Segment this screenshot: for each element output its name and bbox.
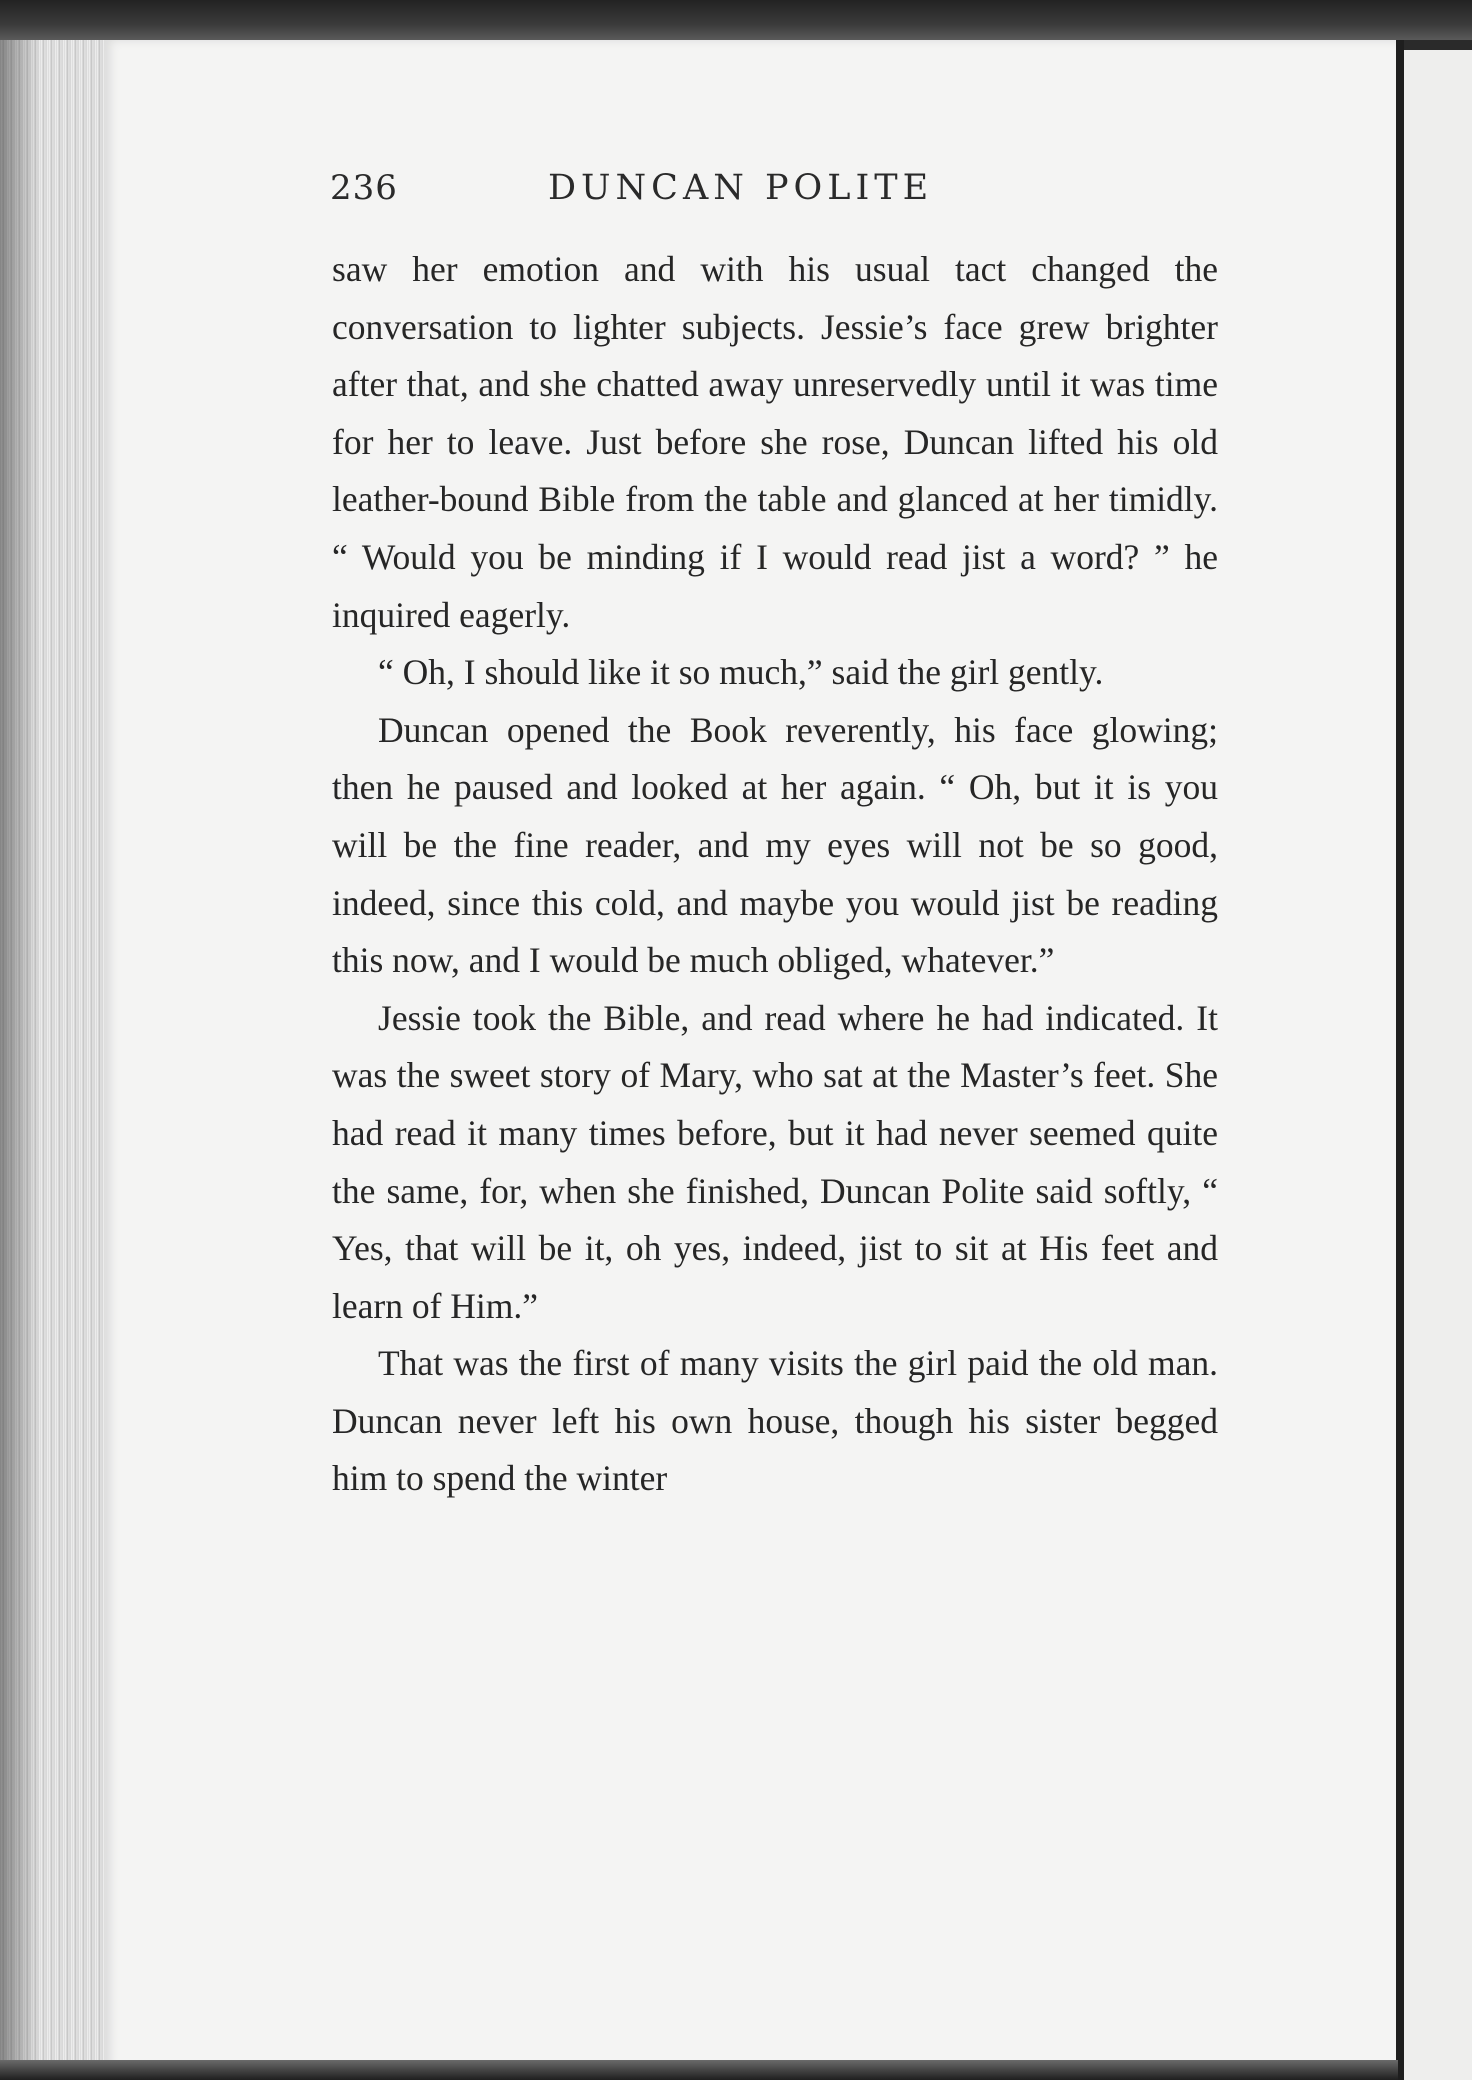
running-title: DUNCAN POLITE bbox=[548, 168, 934, 208]
paragraph: That was the first of many visits the girl paid the old man. Duncan never left his own house, though his sister begged him to spend the winter bbox=[332, 1343, 1218, 1499]
page-gutter-shadow bbox=[1396, 40, 1404, 2080]
page-header bbox=[330, 168, 1220, 224]
adjacent-page-edge bbox=[1404, 50, 1472, 2080]
paragraph: Jessie took the Bible, and read where he had indicated. It was the sweet story of Mary, who sat at the Master’s feet. She had read it many times before, but it had never seemed quite the same, for, when she finished, Duncan Polite said softly, “ Yes, that will be it, oh yes, indeed, jist to sit at His feet and learn of Him.” bbox=[332, 997, 1218, 1326]
scan-bottom-edge bbox=[0, 2060, 1398, 2080]
page-stack-edges bbox=[0, 40, 110, 2060]
paragraph: Duncan opened the Book reverently, his face glowing; then he paused and looked at her again. “ Oh, but it is you will be the fine reader, and my eyes will not be so good, indeed, since this cold, and maybe you would jist be reading this now, and I would be much obliged, whatever.” bbox=[332, 709, 1218, 981]
body-text bbox=[332, 241, 1218, 1508]
scan-top-edge bbox=[0, 0, 1472, 40]
page-number: 236 bbox=[330, 168, 398, 208]
paragraph-continued: saw her emotion and with his usual tact changed the conversation to lighter subjects. Jessie’s face grew brighter after that, and she chatted away unreservedly until it was time for her to leave. Just before she rose, Duncan lifted his old leather-bound Bible from the table and glanced at her timidly. “ Would you be minding if I would read jist a word? ” he inquired eagerly. bbox=[332, 249, 1218, 635]
paragraph: “ Oh, I should like it so much,” said the girl gently. bbox=[378, 652, 1104, 693]
